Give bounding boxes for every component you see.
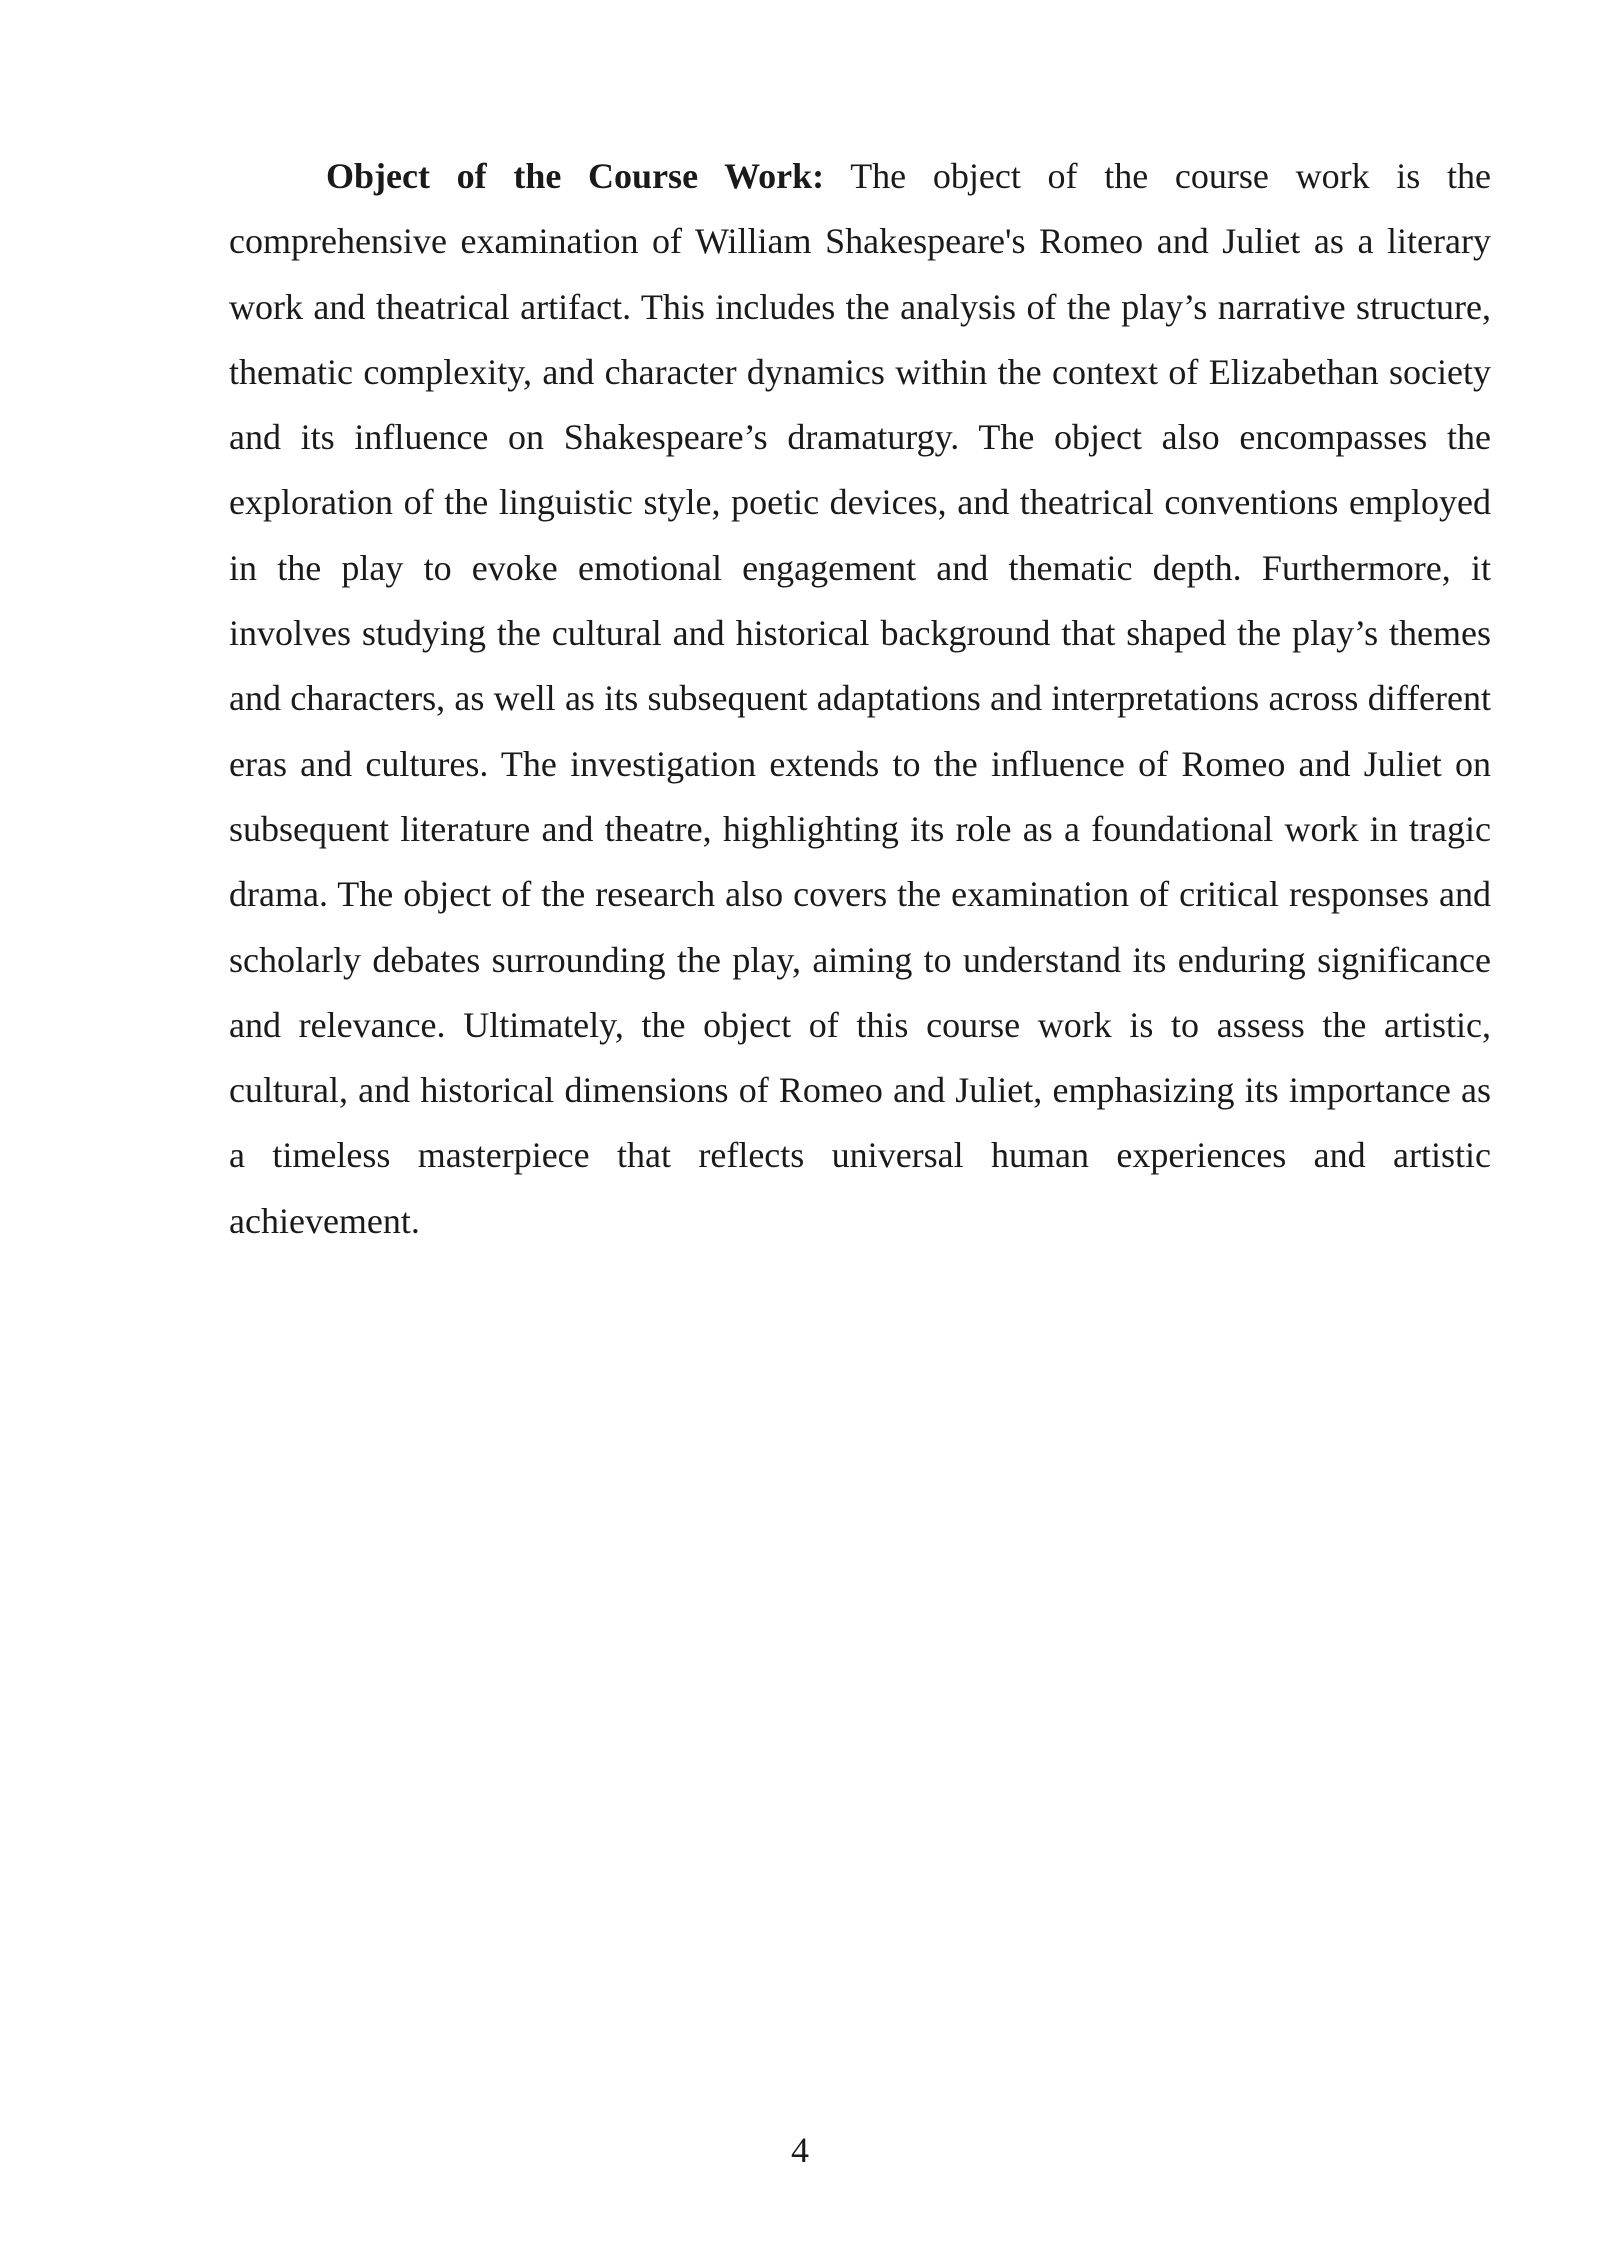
body-paragraph: [229, 144, 1491, 1254]
paragraph-lead-in: Object of the Course Work:: [326, 156, 825, 196]
page-number: 4: [791, 2130, 809, 2170]
paragraph-body: The object of the course work is the comprehensive examination of William Shakespeare's Romeo and Juliet as a literary work and theatrical artifact. This includes the analysis of the play’s narrative structure, thematic complexity, and character dynamics within the context of Elizabethan society and its influence on Shakespeare’s dramaturgy. The object also encompasses the exploration of the linguistic style, poetic devices, and theatrical conventions employed in the play to evoke emotional engagement and thematic depth. Furthermore, it involves studying the cultural and historical background that shaped the play’s themes and characters, as well as its subsequent adaptations and interpretations across different eras and cultures. The investigation extends to the influence of Romeo and Juliet on subsequent literature and theatre, highlighting its role as a foundational work in tragic drama. The object of the research also covers the examination of critical responses and scholarly debates surrounding the play, aiming to understand its enduring significance and relevance. Ultimately, the object of this course work is to assess the artistic, cultural, and historical dimensions of Romeo and Juliet, emphasizing its importance as a timeless masterpiece that reflects universal human experiences and artistic achievement.: [229, 156, 1491, 1241]
